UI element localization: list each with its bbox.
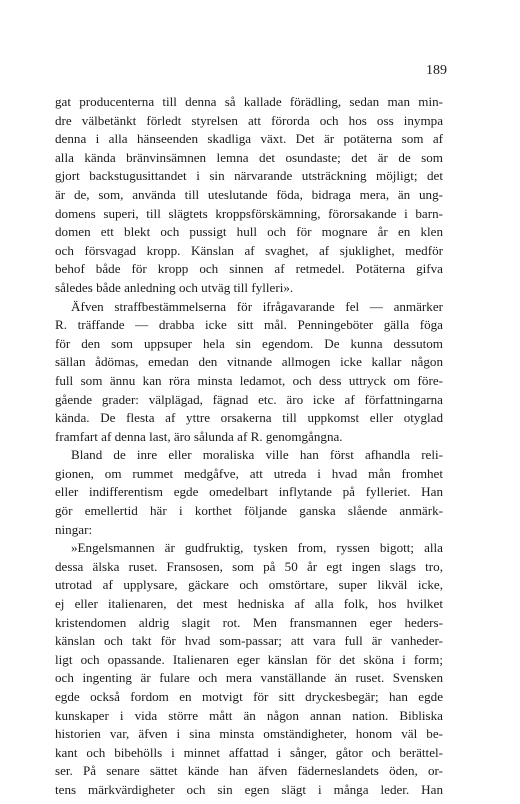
text-line: kunskaper i vida större mått än någon annan nation. Bibliska bbox=[55, 707, 443, 723]
text-line: egde också fordom en motvigt för sitt dryckesbegär; han egde bbox=[55, 689, 443, 704]
text-line: alla kända bränvinsämnen lemna det osundaste; det är de som bbox=[55, 149, 443, 165]
text-line: eller indifferentism egde omedelbart inflytande på fylleriet. Han bbox=[55, 484, 443, 500]
text-line: »Engelsmannen är gudfruktig, tysken from, ryssen bigott; alla bbox=[71, 540, 443, 556]
text-line: full som ännu kan röra minsta ledamot, och dess uttryck om före- bbox=[55, 372, 443, 388]
text-line: för den som uppsuper hela sin egendom. De kunna dessutom bbox=[55, 335, 443, 351]
text-line: utrotad af upplysare, gäckare och omstörtare, super likväl icke, bbox=[55, 577, 443, 593]
text-line: således både anledning och utväg till fylleri». bbox=[55, 279, 294, 295]
page-number: 189 bbox=[426, 63, 447, 78]
text-line: dessa älska ruset. Fransosen, som på 50 år egt ingen slags tro, bbox=[55, 558, 443, 574]
text-line: ningar: bbox=[55, 521, 93, 537]
text-line: gjort backstugusittandet i sin närvarande utsträckning möjligt; det bbox=[55, 168, 443, 184]
text-line: ser. På senare sättet kände han äfven fäderneslandets öden, or- bbox=[55, 763, 443, 779]
text-line: R. träffande — drabba icke sitt mål. Penningeböter gälla föga bbox=[55, 317, 443, 333]
text-line: historien var, äfven i sina minsta omständigheter, honom väl be- bbox=[55, 726, 443, 742]
text-line: Bland de inre eller moraliska ville han först afhandla reli- bbox=[71, 447, 443, 463]
text-line: Äfven straffbestämmelserna för ifrågavarande fel — anmärker bbox=[71, 298, 443, 314]
text-line: är de, som, använda till uteslutande föda, bidraga mera, än ung- bbox=[55, 186, 443, 202]
body-text bbox=[55, 93, 443, 800]
text-line: kristendomen aldrig slagit rot. Men fransmannen eger heders- bbox=[55, 614, 443, 630]
text-line: ej eller italienaren, det mest hedniska af alla folk, hos hvilket bbox=[55, 596, 443, 612]
text-line: dre välbetänkt förledt styrelsen att förorda och hos oss inympa bbox=[55, 112, 443, 128]
text-line: gående grader: välplägad, fägnad etc. äro icke af författningarna bbox=[55, 391, 443, 407]
text-line: framfart af denna last, äro sålunda af R. genomgångna. bbox=[55, 428, 343, 444]
text-line: kant och bibehölls i minnet affattad i sånger, gåtor och berättel- bbox=[55, 744, 443, 760]
text-line: domen ett blekt och pussigt hull och för mognare år en klen bbox=[55, 224, 443, 240]
text-line: och försvagad kropp. Känslan af svaghet, af sjuklighet, medför bbox=[55, 242, 443, 258]
text-line: sällan ådömas, emedan den vitnande allmogen icke kallar någon bbox=[55, 354, 443, 370]
text-line: kända. De flesta af yttre orsakerna till uppkomst eller otyglad bbox=[55, 410, 443, 426]
text-line: ligt och opassande. Italienaren eger känslan för det sköna i form; bbox=[55, 651, 443, 667]
text-line: och ingenting är fulare och mera vanställande än ruset. Svensken bbox=[55, 670, 443, 686]
text-line: denna i alla hänseenden skadliga växt. Det är potäterna som af bbox=[55, 131, 443, 147]
text-line: domens superi, till slägtets kroppsförskämning, förorsakande i barn- bbox=[55, 205, 443, 221]
text-line: behof både för kropp och sinnen af retmedel. Potäterna gifva bbox=[55, 261, 443, 277]
text-line: känslan och takt för hvad som-passar; att vara full är vanheder- bbox=[55, 633, 443, 649]
text-line: gör emellertid här i korthet följande ganska slående anmärk- bbox=[55, 503, 443, 519]
text-line: tens märkvärdigheter och sin egen slägt i många leder. Han bbox=[55, 781, 443, 797]
text-line: gionen, om rummet medgåfve, att utreda i hvad mån fromhet bbox=[55, 465, 443, 481]
text-line: gat producenterna till denna så kallade förädling, sedan man min- bbox=[55, 94, 443, 109]
